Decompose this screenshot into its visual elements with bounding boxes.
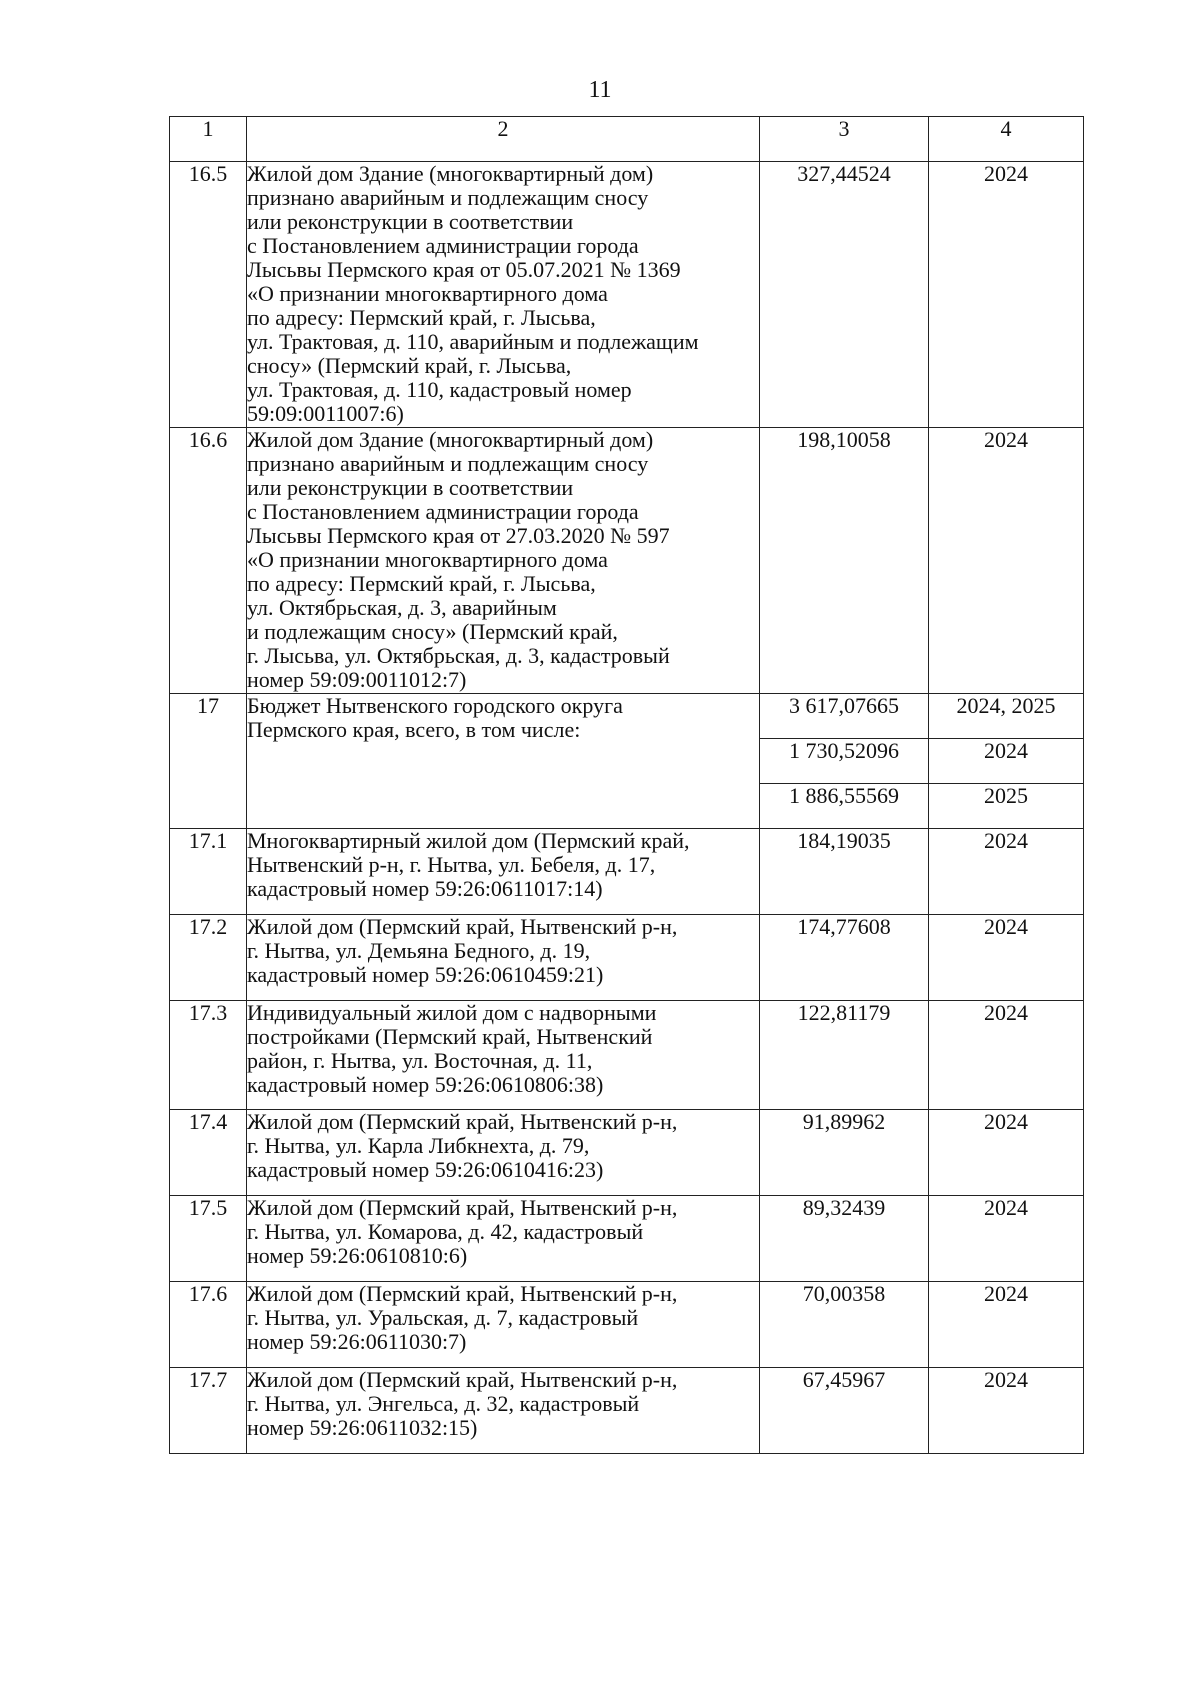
- row-amount: 1 730,52096: [760, 739, 929, 784]
- table-row: [170, 1282, 1084, 1368]
- row-amount: 198,10058: [760, 428, 929, 694]
- description-line: Жилой дом (Пермский край, Нытвенский р-н,: [247, 1281, 678, 1306]
- row-amount: 67,45967: [760, 1368, 929, 1454]
- header-cell-4: 4: [929, 117, 1084, 162]
- table-body: [170, 117, 1084, 1454]
- header-cell-1: 1: [170, 117, 247, 162]
- description-line: ул. Трактовая, д. 110, кадастровый номер: [247, 377, 632, 402]
- table-row: [170, 162, 1084, 428]
- description-line: «О признании многоквартирного дома: [247, 547, 608, 572]
- table-row: [170, 1196, 1084, 1282]
- row-number: 17.5: [170, 1196, 247, 1282]
- row-description: [247, 1196, 760, 1282]
- row-amount: 184,19035: [760, 829, 929, 915]
- description-line: и подлежащим сносу» (Пермский край,: [247, 619, 618, 644]
- description-line: Нытвенский р-н, г. Нытва, ул. Бебеля, д. 17,: [247, 852, 656, 877]
- description-line: г. Нытва, ул. Уральская, д. 7, кадастровый: [247, 1305, 639, 1330]
- row-amount: 327,44524: [760, 162, 929, 428]
- description-line: Жилой дом (Пермский край, Нытвенский р-н,: [247, 914, 678, 939]
- description-line: «О признании многоквартирного дома: [247, 281, 608, 306]
- row-year: 2024: [929, 1001, 1084, 1110]
- description-line: сносу» (Пермский край, г. Лысьва,: [247, 353, 572, 378]
- row-year: 2024: [929, 162, 1084, 428]
- row-description: [247, 428, 760, 694]
- description-line: признано аварийным и подлежащим сносу: [247, 185, 649, 210]
- table-row: [170, 915, 1084, 1001]
- description-line: г. Лысьва, ул. Октябрьская, д. 3, кадастровый: [247, 643, 670, 668]
- row-number: 17.3: [170, 1001, 247, 1110]
- row-year: 2024: [929, 1110, 1084, 1196]
- description-line: ул. Октябрьская, д. 3, аварийным: [247, 595, 557, 620]
- row-year: 2024: [929, 428, 1084, 694]
- table-row: [170, 694, 1084, 739]
- row-year: 2024: [929, 1368, 1084, 1454]
- description-line: кадастровый номер 59:26:0610806:38): [247, 1072, 604, 1097]
- row-number: 17.1: [170, 829, 247, 915]
- header-cell-2: 2: [247, 117, 760, 162]
- row-year: 2024: [929, 739, 1084, 784]
- description-line: номер 59:26:0610810:6): [247, 1243, 468, 1268]
- description-line: Лысьвы Пермского края от 05.07.2021 № 1369: [247, 257, 681, 282]
- row-amount: 91,89962: [760, 1110, 929, 1196]
- description-line: по адресу: Пермский край, г. Лысьва,: [247, 571, 596, 596]
- description-line: номер 59:09:0011012:7): [247, 667, 467, 692]
- description-line: г. Нытва, ул. Демьяна Бедного, д. 19,: [247, 938, 591, 963]
- header-row: [170, 117, 1084, 162]
- row-year: 2024: [929, 1196, 1084, 1282]
- description-line: Жилой дом Здание (многоквартирный дом): [247, 161, 654, 186]
- row-number: 16.6: [170, 428, 247, 694]
- row-year: 2024: [929, 915, 1084, 1001]
- description-line: номер 59:26:0611032:15): [247, 1415, 478, 1440]
- description-line: г. Нытва, ул. Комарова, д. 42, кадастровый: [247, 1219, 644, 1244]
- row-year: 2024, 2025: [929, 694, 1084, 739]
- row-description: [247, 162, 760, 428]
- description-line: район, г. Нытва, ул. Восточная, д. 11,: [247, 1048, 593, 1073]
- description-line: Жилой дом (Пермский край, Нытвенский р-н,: [247, 1195, 678, 1220]
- row-year: 2024: [929, 829, 1084, 915]
- page-number: 11: [588, 77, 612, 103]
- description-line: Пермского края, всего, в том числе:: [247, 717, 581, 742]
- description-line: с Постановлением администрации города: [247, 499, 639, 524]
- row-amount: 3 617,07665: [760, 694, 929, 739]
- description-line: кадастровый номер 59:26:0611017:14): [247, 876, 603, 901]
- description-line: по адресу: Пермский край, г. Лысьва,: [247, 305, 596, 330]
- description-line: Бюджет Нытвенского городского округа: [247, 693, 623, 718]
- row-description: [247, 1282, 760, 1368]
- description-line: Лысьвы Пермского края от 27.03.2020 № 597: [247, 523, 670, 548]
- row-year: 2024: [929, 1282, 1084, 1368]
- row-description: [247, 1110, 760, 1196]
- row-description: [247, 694, 760, 829]
- row-number: 17.7: [170, 1368, 247, 1454]
- row-amount: 70,00358: [760, 1282, 929, 1368]
- description-line: Жилой дом Здание (многоквартирный дом): [247, 427, 654, 452]
- description-line: г. Нытва, ул. Карла Либкнехта, д. 79,: [247, 1133, 590, 1158]
- row-number: 16.5: [170, 162, 247, 428]
- row-description: [247, 915, 760, 1001]
- description-line: Жилой дом (Пермский край, Нытвенский р-н,: [247, 1367, 678, 1392]
- row-description: [247, 829, 760, 915]
- description-line: или реконструкции в соответствии: [247, 209, 574, 234]
- row-amount: 122,81179: [760, 1001, 929, 1110]
- table-row: [170, 829, 1084, 915]
- description-line: кадастровый номер 59:26:0610416:23): [247, 1157, 604, 1182]
- description-line: постройками (Пермский край, Нытвенский: [247, 1024, 653, 1049]
- row-description: [247, 1001, 760, 1110]
- row-number: 17.6: [170, 1282, 247, 1368]
- description-line: кадастровый номер 59:26:0610459:21): [247, 962, 604, 987]
- budget-table: [169, 116, 1084, 1454]
- description-line: Жилой дом (Пермский край, Нытвенский р-н,: [247, 1109, 678, 1134]
- table-row: [170, 428, 1084, 694]
- description-line: признано аварийным и подлежащим сносу: [247, 451, 649, 476]
- description-line: или реконструкции в соответствии: [247, 475, 574, 500]
- table-row: [170, 1368, 1084, 1454]
- table-row: [170, 1110, 1084, 1196]
- row-number: 17.2: [170, 915, 247, 1001]
- description-line: с Постановлением администрации города: [247, 233, 639, 258]
- row-amount: 1 886,55569: [760, 784, 929, 829]
- description-line: г. Нытва, ул. Энгельса, д. 32, кадастровый: [247, 1391, 640, 1416]
- header-cell-3: 3: [760, 117, 929, 162]
- row-number: 17: [170, 694, 247, 829]
- description-line: Многоквартирный жилой дом (Пермский край,: [247, 828, 690, 853]
- row-amount: 89,32439: [760, 1196, 929, 1282]
- description-line: номер 59:26:0611030:7): [247, 1329, 467, 1354]
- row-description: [247, 1368, 760, 1454]
- row-amount: 174,77608: [760, 915, 929, 1001]
- row-year: 2025: [929, 784, 1084, 829]
- description-line: ул. Трактовая, д. 110, аварийным и подлежащим: [247, 329, 699, 354]
- table-row: [170, 1001, 1084, 1110]
- description-line: 59:09:0011007:6): [247, 401, 404, 426]
- row-number: 17.4: [170, 1110, 247, 1196]
- description-line: Индивидуальный жилой дом с надворными: [247, 1000, 657, 1025]
